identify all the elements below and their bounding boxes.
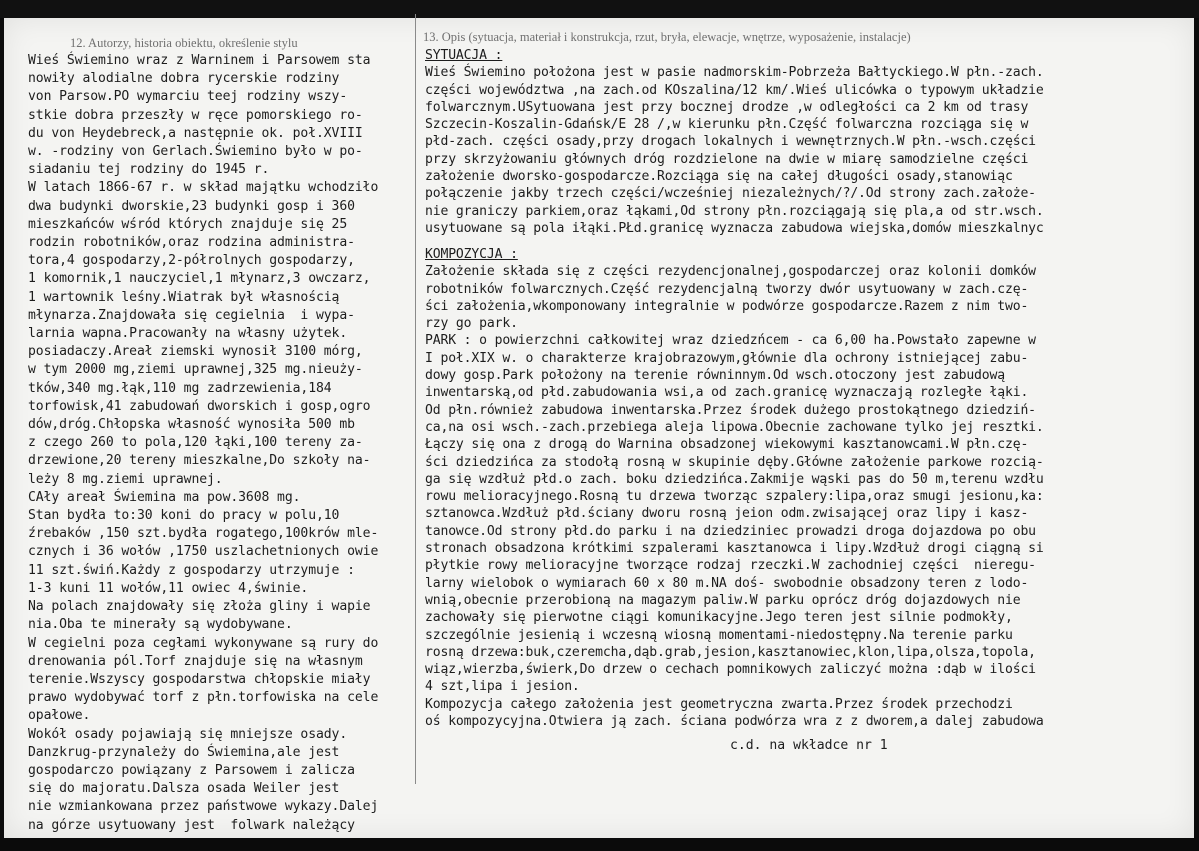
history-line: 1 komornik,1 nauczyciel,1 młynarz,3 owczarz,	[28, 271, 371, 287]
composition-line: szczególnie jesienią i wczesną wiosną momentami-niedostępny.Na terenie parku	[425, 627, 1013, 643]
history-line: źrebaków ,150 szt.bydła rogatego,100krów mle-	[28, 526, 379, 542]
composition-line: zachowały się pierwotne ciągi komunikacyjne.Jego teren jest silnie podmokły,	[425, 610, 1013, 626]
history-line: mieszkańców wśród których znajduje się 25	[28, 216, 348, 232]
history-line: terenie.Wszyscy gospodarstwa chłopskie miały	[28, 671, 371, 687]
situation-line: folwarcznym.USytuowana jest przy bocznej drodze ,w odległości ca 2 km od trasy	[425, 99, 1029, 115]
history-line: 1 wartownik leśny.Wiatrak był własnością	[28, 289, 340, 305]
situation-line: Szczecin-Koszalin-Gdańsk/E 28 /,w kierunku płn.Część folwarczna rozciąga się w	[425, 117, 1029, 133]
history-line: leży 8 mg.ziemi uprawnej.	[28, 471, 223, 487]
history-line: dwa budynki dworskie,23 budynki gosp i 360	[28, 198, 355, 214]
composition-line: wnią,obecnie przerobioną na magazym paliw.W parku oprócz dróg dojazdowych nie	[425, 592, 1021, 608]
history-line: stkie dobra przeszły w ręce pomorskiego ro-	[28, 107, 363, 123]
history-line: rodzin robotników,oraz rodzina administra-	[28, 235, 355, 251]
composition-line: 4 szt,lipa i jesion.	[425, 679, 580, 695]
history-line: tków,340 mg.łąk,110 mg zadrzewienia,184	[28, 380, 332, 396]
composition-line: rowu melioracyjnego.Rosną tu drzewa tworząc szpalery:lipa,oraz smugi jesionu,ka:	[425, 489, 1044, 505]
situation-line: założenie dworsko-gospodarcze.Rozciąga się na całej długości osady,stanowiąc	[425, 169, 1013, 185]
history-line: Stan bydła to:30 koni do pracy w polu,10	[28, 508, 340, 524]
history-line: cznych i 36 wołów ,1750 uszlachetnionych owie	[28, 544, 379, 560]
situation-line: połączenie jakby trzech części/wcześniej niezależnych/?/.Od strony zach.założe-	[425, 186, 1036, 202]
situation-line: Wieś Świemino położona jest w pasie nadmorskim-Pobrzeża Bałtyckiego.W płn.-zach.	[425, 65, 1044, 81]
composition-line: Łączy się ona z drogą do Warnina obsadzonej wiekowymi kasztanowcami.W płn.czę-	[425, 437, 1029, 453]
situation-section	[425, 47, 1044, 237]
composition-line: płytkie rowy melioracyjne tworzące rodzaj rzeczki.W zachodniej części nieregu-	[425, 558, 1036, 574]
composition-line: ga się wzdłuż płd.o zach. boku dziedzińca.Zakmije wąski pas do 50 m,terenu wzdłu	[425, 471, 1044, 487]
composition-line: robotników folwarcznych.Część rezydencjalną tworzy dwór usytuowany w zach.czę-	[425, 281, 1029, 297]
history-line: 1-3 kuni 11 wołów,11 owiec 4,świnie.	[28, 580, 309, 596]
history-line: posiadaczy.Areał ziemski wynosił 3100 mórg,	[28, 344, 363, 360]
composition-line: KOMPOZYCJA :	[425, 247, 518, 262]
situation-line: SYTUACJA :	[425, 48, 503, 63]
composition-line: rzy go park.	[425, 316, 518, 332]
history-line: Danzkrug-przynależy do Świemina,ale jest	[28, 744, 340, 760]
composition-line: Kompozycja całego założenia jest geometryczna zwarta.Przez środek przechodzi	[425, 696, 1013, 712]
history-line: na górze usytuowany jest folwark należący	[28, 817, 355, 833]
history-line: w tym 2000 mg,ziemi uprawnej,325 mg.nieuży-	[28, 362, 363, 378]
history-line: gospodarczo powiązany z Parsowem i zalicza	[28, 762, 355, 778]
composition-line: stronach obsadzona krótkimi szpalerami kasztanowca i lipy.Wzdłuż drogi ciągną si	[425, 541, 1044, 557]
history-line: torfowisk,41 zabudowań dworskich i gosp,ogro	[28, 398, 371, 414]
composition-line: inwentarską,od płd.zabudowania wsi,a od zach.granicę wyznaczają rozległe łąki.	[425, 385, 1029, 401]
history-line: W latach 1866-67 r. w skład majątku wchodziło	[28, 180, 379, 196]
history-line: Wokół osady pojawiają się mniejsze osady.	[28, 726, 348, 742]
history-line: CAły areał Świemina ma pow.3608 mg.	[28, 489, 301, 505]
history-line: w. -rodziny von Gerlach.Świemino było w po-	[28, 144, 363, 160]
composition-line: rosną drzewa:buk,czeremcha,dąb.grab,jesion,kasztanowiec,klon,lipa,olsza,topola,	[425, 644, 1036, 660]
situation-line: nie graniczy parkiem,oraz łąkami,Od strony płn.rozciągają się pla,a od str.wsch.	[425, 203, 1044, 219]
composition-line: sztanowca.Wzdłuż płd.ściany dworu rosną jeion odm.zwisającej oraz lipy i kasz-	[425, 506, 1029, 522]
composition-line: ca,na osi wsch.-zach.przebiega aleja lipowa.Obecnie zachowane tylko jej resztki.	[425, 419, 1044, 435]
history-line: prawo wydobywać torf z płn.torfowiska na cele	[28, 690, 379, 706]
situation-line: płd-zach. części osady,przy drogach lokalnych i wewnętrznych.W płn.-wsch.części	[425, 134, 1036, 150]
history-line: du von Heydebreck,a następnie ok. poł.XVIII	[28, 125, 363, 141]
composition-line: dowy gosp.Park położony na terenie równinnym.Od wsch.otoczony jest zabudową	[425, 368, 1005, 384]
composition-line: oś kompozycyjna.Otwiera ją zach. ściana podwórza wra z z dworem,a dalej zabudowa	[425, 714, 1044, 730]
history-line: młynarza.Znajdowała się cegielnia i wypa-	[28, 307, 355, 323]
history-line: się do majoratu.Dalsza osada Weiler jest	[28, 781, 340, 797]
history-line: larnia wapna.Pracowanły na własny użytek.	[28, 326, 348, 342]
right-column-header: 13. Opis (sytuacja, materiał i konstrukcja, rzut, bryła, elewacje, wnętrze, wyposażenie, instalacje)	[423, 30, 911, 44]
left-column-text	[28, 52, 378, 835]
composition-line: I poł.XIX w. o charakterze krajobrazowym,głównie dla ochrony istniejącej zabu-	[425, 350, 1029, 366]
situation-line: części województwa ,na zach.od KOszalina/12 km/.Wieś ulicówka o typowym układzie	[425, 82, 1044, 98]
history-line: Wieś Świemino wraz z Warninem i Parsowem sta	[28, 53, 371, 68]
history-line: W cegielni poza cegłami wykonywane są rury do	[28, 635, 379, 651]
situation-line: usytuowane są pola iłąki.PŁd.granicę wyznacza zabudowa wiejska,domów mieszkalnyc	[425, 220, 1044, 236]
composition-section	[425, 246, 1044, 730]
history-line: nie wzmiankowana przez państwowe wykazy.Dalej	[28, 799, 379, 815]
composition-line: ści założenia,wkomponowany integralnie w podwórze gospodarcze.Razem z nim two-	[425, 298, 1029, 314]
history-line: drzewione,20 tereny mieszkalne,Do szkoły na-	[28, 453, 371, 469]
history-line: opałowe.	[28, 708, 91, 724]
history-line: nia.Oba te minerały są wydobywane.	[28, 617, 293, 633]
composition-line: wiąz,wierzba,świerk,Do drzew o cechach pomnikowych zaliczyć można :dąb w ilości	[425, 662, 1036, 678]
left-column-header: 12. Autorzy, historia obiektu, określenie stylu	[70, 36, 298, 50]
history-line: dów,dróg.Chłopska własność wynosiła 500 mb	[28, 417, 355, 433]
history-line: siadaniu tej rodziny do 1945 r.	[28, 162, 270, 178]
composition-line: tanowce.Od strony płd.do parku i na dziedziniec prowadzi droga dojazdowa po obu	[425, 523, 1036, 539]
history-line: Na polach znajdowały się złoża gliny i wapie	[28, 599, 371, 615]
situation-line: przy skrzyżowaniu głównych dróg rozdzielone na dwie w miarę samodzielne części	[425, 151, 1029, 167]
composition-line: larny wielobok o wymiarach 60 x 80 m.NA doś- swobodnie obsadzony teren z lodo-	[425, 575, 1029, 591]
history-line: nowiły alodialne dobra rycerskie rodziny	[28, 71, 340, 87]
history-line: z czego 260 to pola,120 łąki,100 tereny za-	[28, 435, 363, 451]
history-line: tora,4 gospodarzy,2-półrolnych gospodarzy,	[28, 253, 355, 269]
scan-top-edge	[0, 0, 1199, 18]
composition-line: Od płn.również zabudowa inwentarska.Przez środek dużego prostokątnego dziedziń-	[425, 402, 1036, 418]
composition-line: Założenie składa się z części rezydencjonalnej,gospodarczej oraz kolonii domków	[425, 264, 1036, 280]
composition-line: ści dziedzińca za stodołą rosną w skupinie dęby.Główne założenie parkowe rozcią-	[425, 454, 1044, 470]
history-line: drenowania pól.Torf znajduje się na własnym	[28, 653, 363, 669]
composition-line: PARK : o powierzchni całkowitej wraz dziedzńcem - ca 6,00 ha.Powstało zapewne w	[425, 333, 1036, 349]
continuation-note: c.d. na wkładce nr 1	[730, 738, 888, 753]
history-line: 11 szt.świń.Każdy z gospodarzy utrzymuje :	[28, 562, 355, 578]
column-divider	[415, 14, 416, 784]
history-line: von Parsow.PO wymarciu teej rodziny wszy-	[28, 89, 348, 105]
